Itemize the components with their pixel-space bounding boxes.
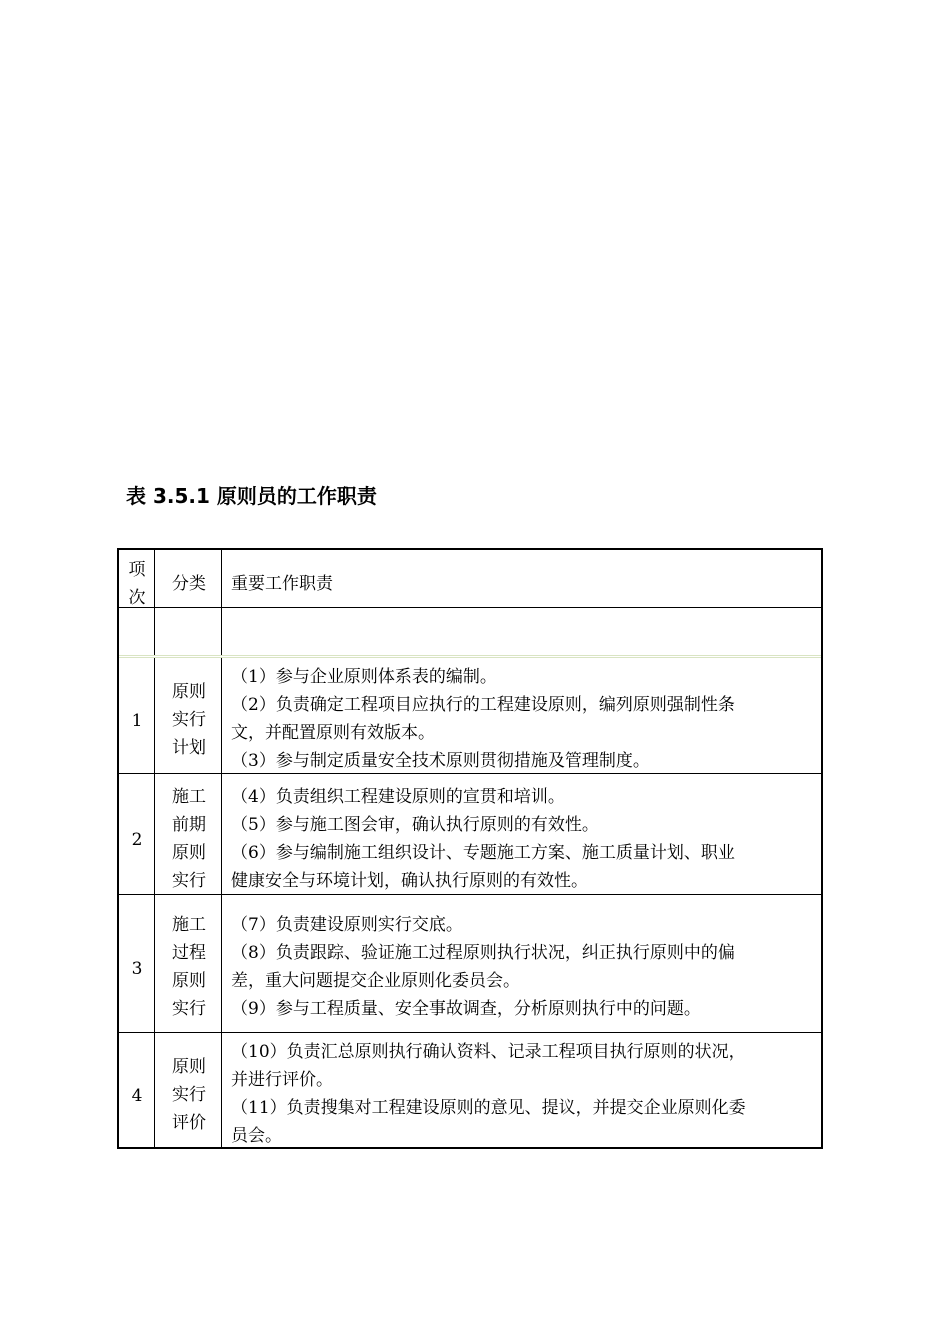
row-1-duties: （1）参与企业原则体系表的编制。 （2）负责确定工程项目应执行的工程建设原则，编列原则强制性条 文，并配置原则有效版本。 （3）参与制定质量安全技术原则贯彻措施及管理制度。: [231, 667, 735, 771]
table-caption: 表 3.5.1 原则员的工作职责: [126, 484, 377, 508]
row-divider: [119, 1032, 821, 1033]
header-category: 分类: [172, 574, 206, 594]
row-3-number: 3: [131, 959, 143, 979]
row-3-duties: （7）负责建设原则实行交底。 （8）负责跟踪、验证施工过程原则执行状况，纠正执行原则中的偏 差，重大问题提交企业原则化委员会。 （9）参与工程质量、安全事故调查，分析原则执行中的问题。: [231, 915, 735, 1019]
row-4-number: 4: [131, 1086, 143, 1106]
row-4-category: 原则 实行 评价: [172, 1057, 206, 1133]
row-1-category: 原则 实行 计划: [172, 682, 206, 758]
header-item-number: 项 次: [128, 560, 146, 608]
row-4-duties: （10）负责汇总原则执行确认资料、记录工程项目执行原则的状况， 并进行评价。 （11）负责搜集对工程建设原则的意见、提议，并提交企业原则化委 员会。: [231, 1042, 746, 1146]
row-divider-light: [119, 655, 821, 658]
duties-table: [117, 548, 823, 1149]
row-1-number: 1: [131, 711, 143, 731]
row-2-number: 2: [131, 830, 143, 850]
header-duties: 重要工作职责: [231, 574, 333, 594]
row-2-category: 施工 前期 原则 实行: [172, 787, 206, 891]
row-divider: [119, 607, 821, 608]
row-3-category: 施工 过程 原则 实行: [172, 915, 206, 1019]
row-2-duties: （4）负责组织工程建设原则的宣贯和培训。 （5）参与施工图会审，确认执行原则的有效性。 （6）参与编制施工组织设计、专题施工方案、施工质量计划、职业 健康安全与环境计划，确认执行原则的有效性。: [231, 787, 735, 891]
